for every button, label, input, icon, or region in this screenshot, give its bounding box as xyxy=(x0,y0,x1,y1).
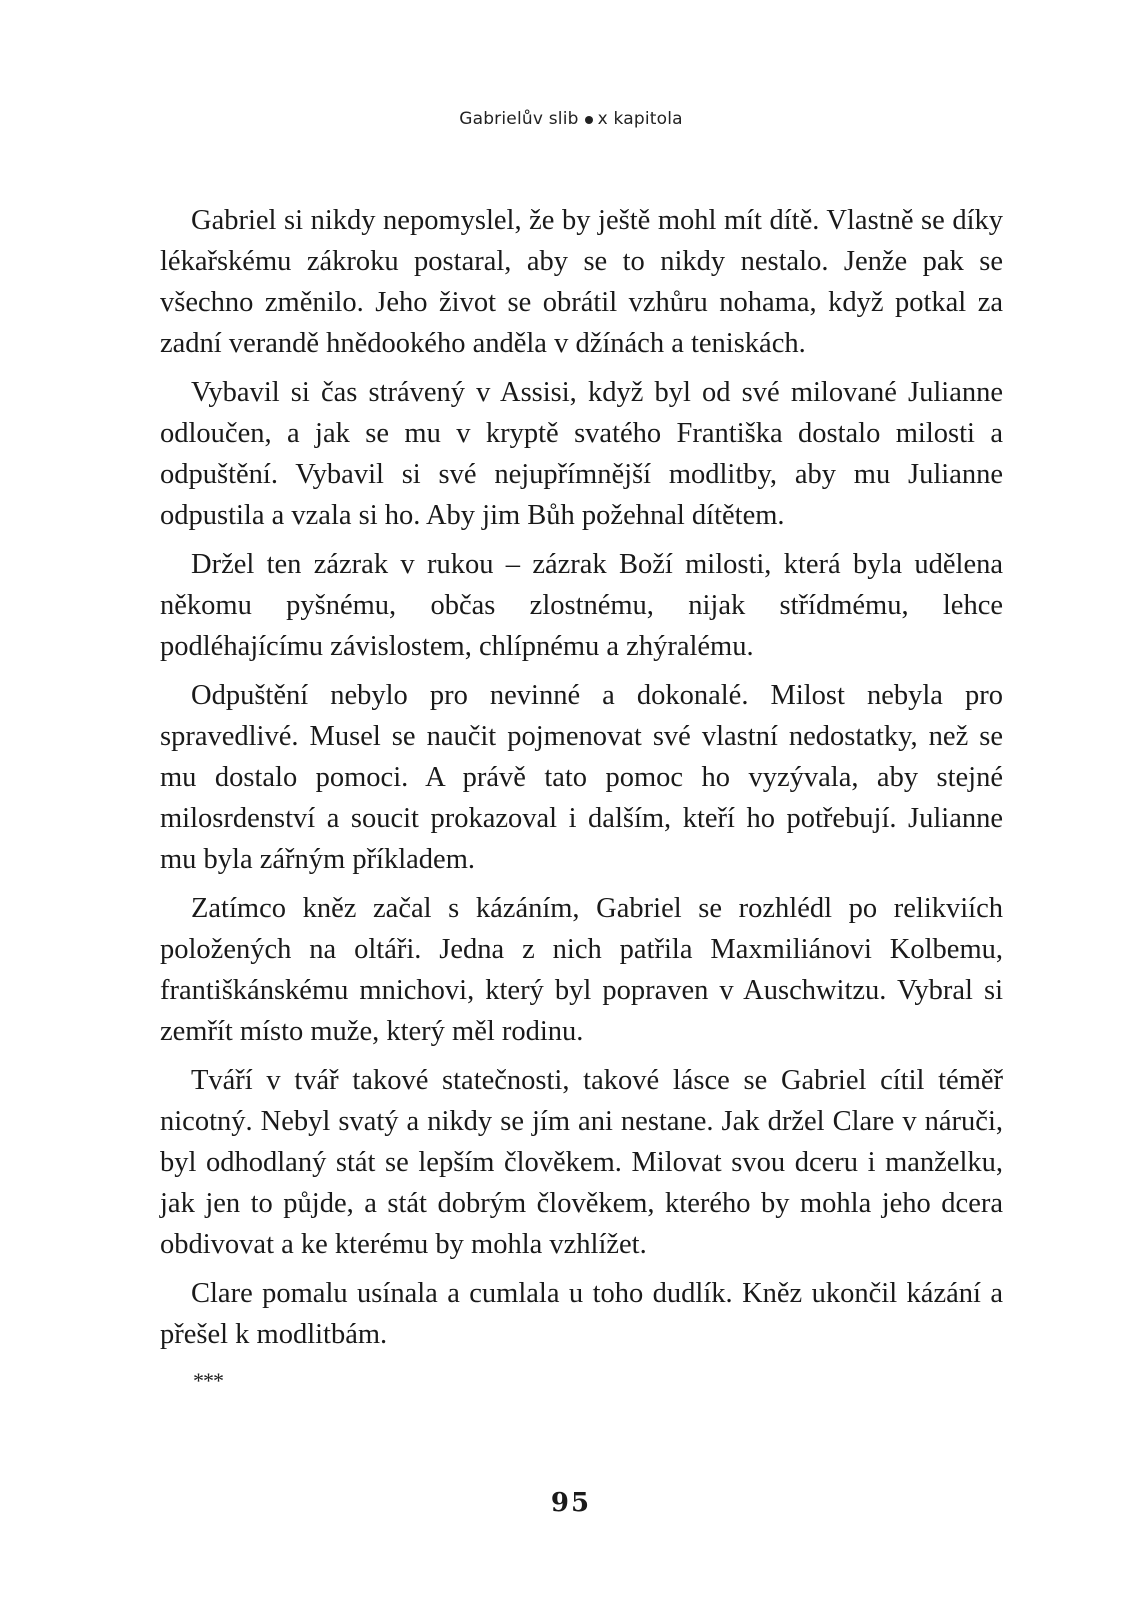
body-text xyxy=(160,200,1003,1363)
paragraph: Tváří v tvář takové statečnosti, takové lásce se Gabriel cítil téměř nicotný. Nebyl svatý a nikdy se jím ani nestane. Jak držel Clare v náruči, byl odhodlaný stát se lepším člověkem. Milovat svou dceru i manželku, jak jen to půjde, a stát dobrým člověkem, kterého by mohla jeho dcera obdivovat a ke kterému by mohla vzhlížet. xyxy=(160,1065,1003,1260)
bullet-separator-icon xyxy=(585,116,593,124)
paragraph: Vybavil si čas strávený v Assisi, když byl od své milované Julianne odloučen, a jak se mu v kryptě svatého Františka dostalo milosti a odpuštění. Vybavil si své nejupřímnější modlitby, aby mu Julianne odpustila a vzala si ho. Aby jim Bůh požehnal dítětem. xyxy=(160,377,1003,531)
paragraph: Clare pomalu usínala a cumlala u toho dudlík. Kněz ukončil kázání a přešel k modlitbám. xyxy=(160,1278,1003,1350)
paragraph: Držel ten zázrak v rukou – zázrak Boží milosti, která byla udělena někomu pyšnému, občas zlostnému, nijak střídmému, lehce podléhajícímu závislostem, chlípnému a zhýralému. xyxy=(160,549,1003,662)
section-separator: *** xyxy=(193,1368,223,1393)
running-header xyxy=(0,109,1142,129)
paragraph: Gabriel si nikdy nepomyslel, že by ještě mohl mít dítě. Vlastně se díky lékařskému zákroku postaral, aby se to nikdy nestalo. Jenže pak se všechno změnilo. Jeho život se obrátil vzhůru nohama, když potkal za zadní verandě hnědookého anděla v džínách a teniskách. xyxy=(160,205,1003,359)
page-number: 95 xyxy=(550,1488,592,1518)
running-header-chapter: x kapitola xyxy=(597,109,683,129)
paragraph: Odpuštění nebylo pro nevinné a dokonalé. Milost nebyla pro spravedlivé. Musel se naučit pojmenovat své vlastní nedostatky, než se mu dostalo pomoci. A právě tato pomoc ho vyzývala, aby stejné milosrdenství a soucit prokazoval i dalším, kteří ho potřebují. Julianne mu byla zářným příkladem. xyxy=(160,680,1003,875)
paragraph: Zatímco kněz začal s kázáním, Gabriel se rozhlédl po relikviích položených na oltáři. Jedna z nich patřila Maxmiliánovi Kolbemu, františkánskému mnichovi, který byl popraven v Auschwitzu. Vybral si zemřít místo muže, který měl rodinu. xyxy=(160,893,1003,1047)
running-header-book-title: Gabrielův slib xyxy=(459,109,579,129)
